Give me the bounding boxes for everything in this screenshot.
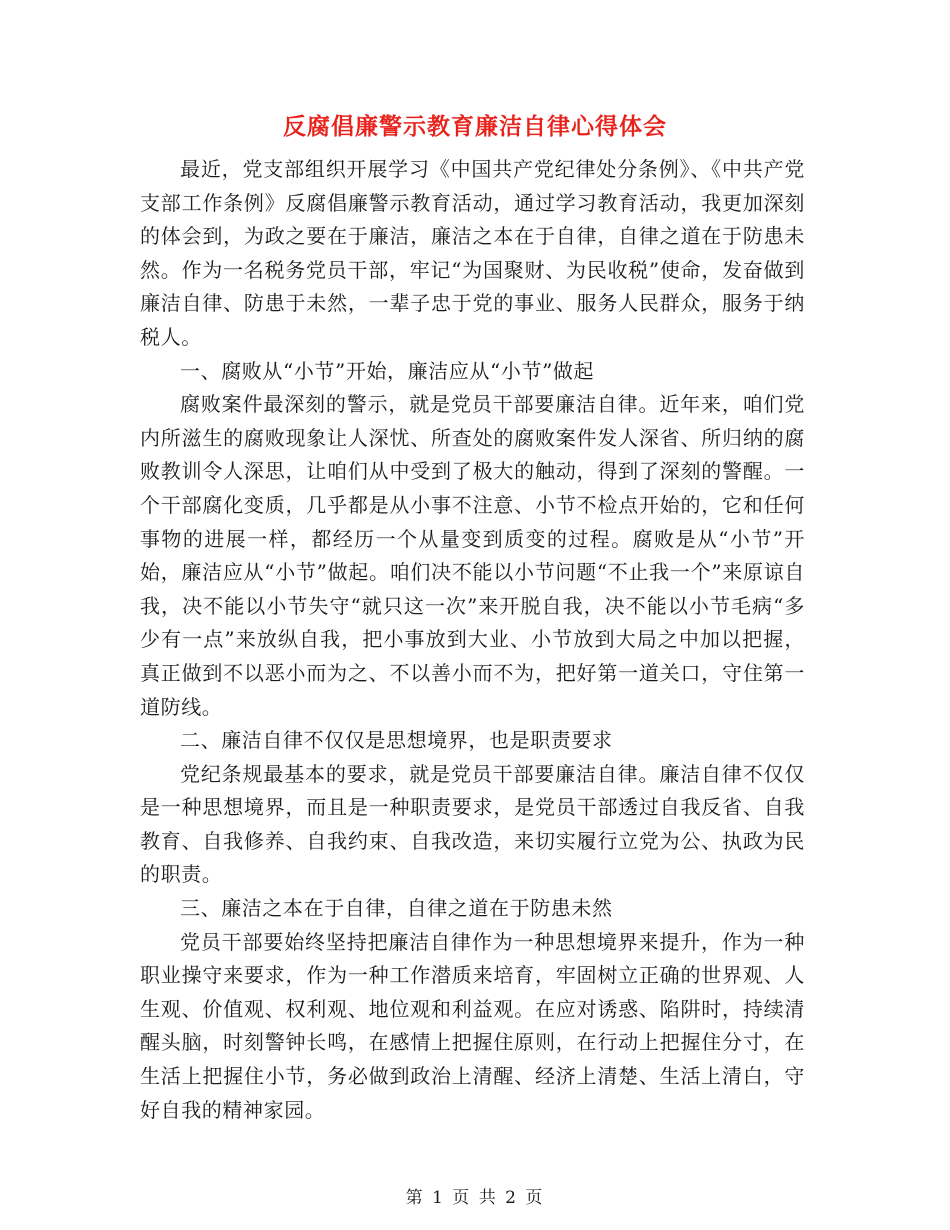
intro-paragraph: 最近，党支部组织开展学习《中国共产党纪律处分条例》、《中共产党支部工作条例》反腐倡廉警示教育活动，通过学习教育活动，我更加深刻的体会到，为政之要在于廉洁，廉洁之本在于自律，自律之道在于防患未然。作为一名税务党员干部，牢记“为国聚财、为民收税”使命，发奋做到廉洁自律、防患于未然，一辈子忠于党的事业、服务人民群众，服务于纳税人。 <box>140 157 805 349</box>
section-heading-3: 三、廉洁之本在于自律，自律之道在于防患未然 <box>180 896 613 921</box>
section-paragraph-1: 腐败案件最深刻的警示，就是党员干部要廉洁自律。近年来，咱们党内所滋生的腐败现象让人深忧、所查处的腐败案件发人深省、所归纳的腐败教训令人深思，让咱们从中受到了极大的触动，得到了深刻的警醒。一个干部腐化变质，几乎都是从小事不注意、小节不检点开始的，它和任何事物的进展一样，都经历一个从量变到质变的过程。腐败是从“小节”开始，廉洁应从“小节”做起。咱们决不能以小节问题“不止我一个”来原谅自我，决不能以小节失守“就只这一次”来开脱自我，决不能以小节毛病“多少有一点”来放纵自我，把小事放到大业、小节放到大局之中加以把握，真正做到不以恶小而为之、不以善小而不为，把好第一道关口，守住第一道防线。 <box>140 392 805 719</box>
section-paragraph-3: 党员干部要始终坚持把廉洁自律作为一种思想境界来提升，作为一种职业操守来要求，作为一种工作潜质来培育，牢固树立正确的世界观、人生观、价值观、权利观、地位观和利益观。在应对诱惑、陷阱时，持续清醒头脑，时刻警钟长鸣，在感情上把握住原则，在行动上把握住分寸，在生活上把握住小节，务必做到政治上清醒、经济上清楚、生活上清白，守好自我的精神家园。 <box>140 929 805 1122</box>
section-paragraph-2: 党纪条规最基本的要求，就是党员干部要廉洁自律。廉洁自律不仅仅是一种思想境界，而且是一种职责要求，是党员干部透过自我反省、自我教育、自我修养、自我约束、自我改造，来切实履行立党为公、执政为民的职责。 <box>140 761 805 887</box>
document-title: 反腐倡廉警示教育廉洁自律心得体会 <box>283 113 667 140</box>
section-heading-1: 一、腐败从“小节”开始，廉洁应从“小节”做起 <box>180 358 595 383</box>
section-heading-2: 二、廉洁自律不仅仅是思想境界，也是职责要求 <box>180 728 613 753</box>
page-number-footer: 第 1 页 共 2 页 <box>405 1188 545 1208</box>
document-body <box>140 153 805 1127</box>
